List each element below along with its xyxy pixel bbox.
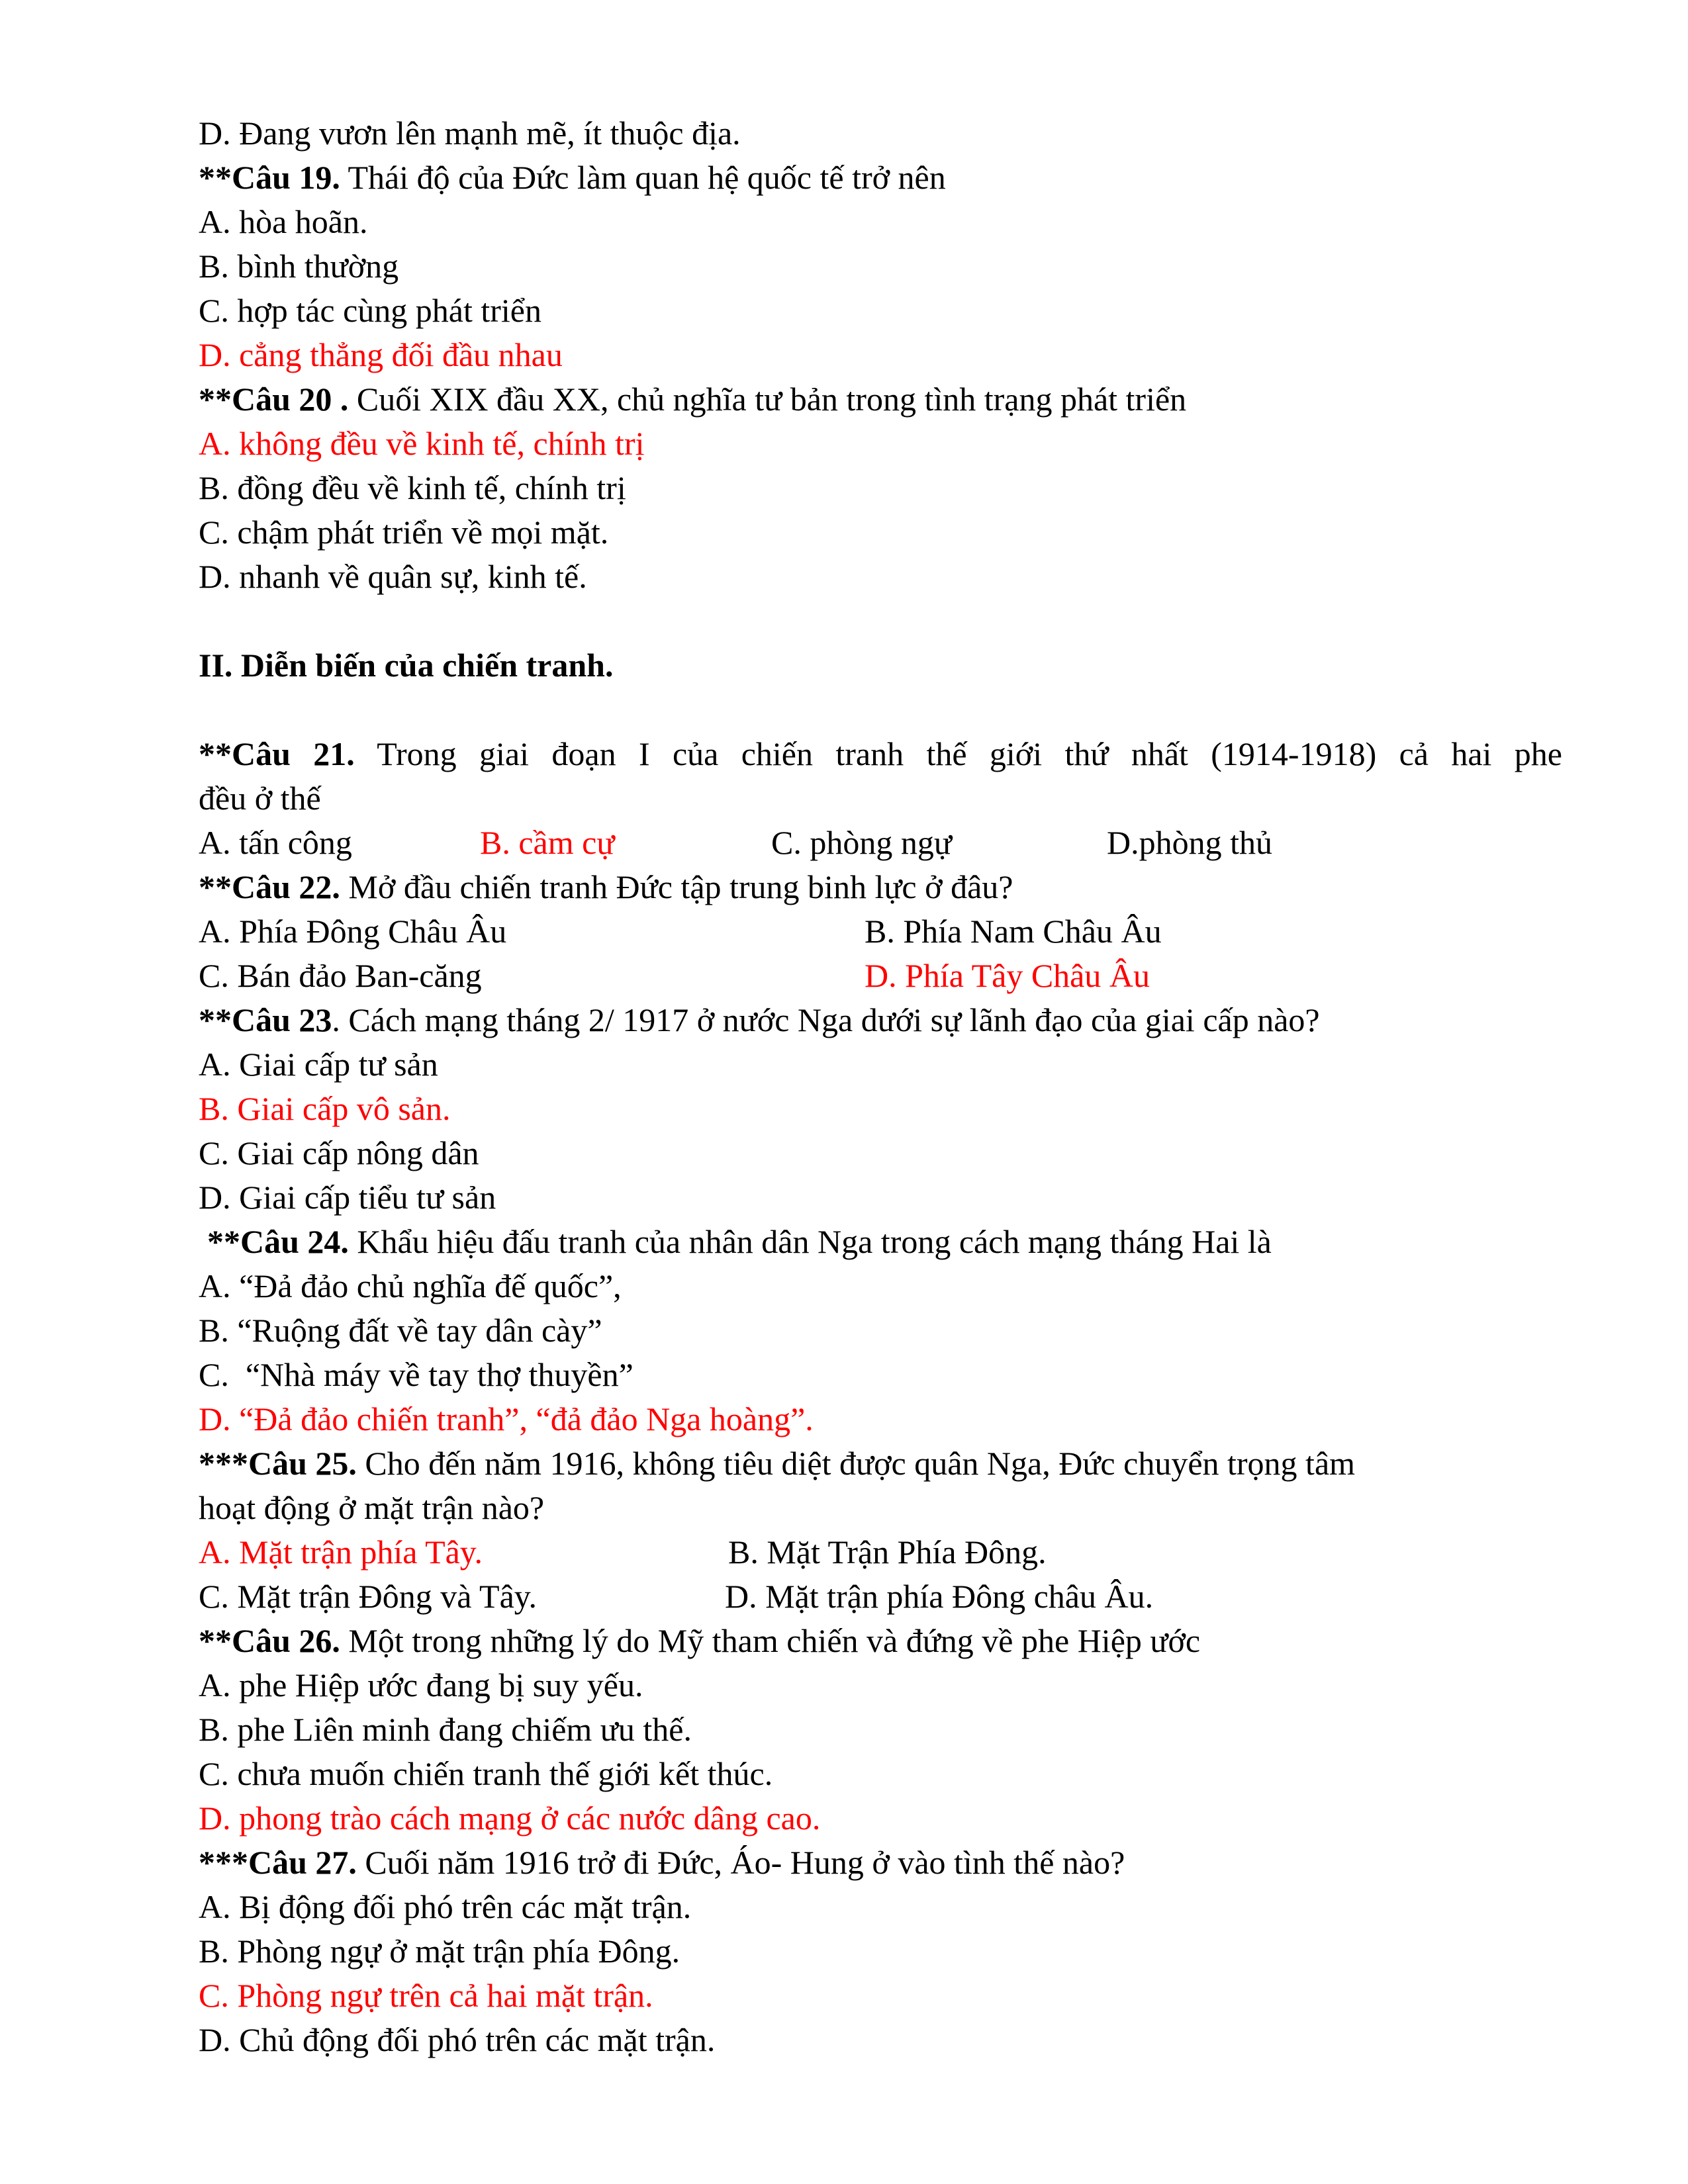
question-number: ***Câu 27. xyxy=(199,1844,357,1881)
question-text: Mở đầu chiến tranh Đức tập trung binh lực ở đâu? xyxy=(340,868,1013,905)
question-text: . Cách mạng tháng 2/ 1917 ở nước Nga dưới sự lãnh đạo của giai cấp nào? xyxy=(332,1001,1320,1038)
question-text-continued: hoạt động ở mặt trận nào? xyxy=(199,1489,545,1526)
option-b: B. Mặt Trận Phía Đông. xyxy=(728,1533,1047,1570)
option-d: D. Đang vươn lên mạnh mẽ, ít thuộc địa. xyxy=(199,114,741,152)
option-a-answer: A. Mặt trận phía Tây. xyxy=(199,1533,483,1570)
option-d-answer: D. cẳng thẳng đối đầu nhau xyxy=(199,336,563,373)
option-a: A. hòa hoãn. xyxy=(199,203,368,240)
question-number: **Câu 22. xyxy=(199,868,340,905)
options-row xyxy=(199,954,1562,998)
question-19 xyxy=(199,156,1562,200)
option-a: A. phe Hiệp ước đang bị suy yếu. xyxy=(199,1666,643,1704)
option-c: C. phòng ngự xyxy=(771,824,952,861)
question-26 xyxy=(199,1619,1562,1663)
question-text: Cuối XIX đầu XX, chủ nghĩa tư bản trong tình trạng phát triển xyxy=(348,381,1187,418)
section-heading: II. Diễn biến của chiến tranh. xyxy=(199,647,614,684)
options-row xyxy=(199,821,1562,865)
option-d-answer: D. Phía Tây Châu Âu xyxy=(865,957,1150,994)
question-25 xyxy=(199,1441,1562,1486)
option-a: A. Giai cấp tư sản xyxy=(199,1046,438,1083)
question-text: Cho đến năm 1916, không tiêu diệt được quân Nga, Đức chuyển trọng tâm xyxy=(356,1445,1356,1482)
option-d: D. nhanh về quân sự, kinh tế. xyxy=(199,558,587,595)
option-c: C. chậm phát triển về mọi mặt. xyxy=(199,514,609,551)
question-number: **Câu 26. xyxy=(199,1622,340,1659)
question-22 xyxy=(199,865,1562,909)
option-d-answer: D. “Đả đảo chiến tranh”, “đả đảo Nga hoàng”. xyxy=(199,1400,814,1437)
option-c-answer: C. Phòng ngự trên cả hai mặt trận. xyxy=(199,1977,653,2014)
option-a-answer: A. không đều về kinh tế, chính trị xyxy=(199,425,645,462)
options-row xyxy=(199,1530,1562,1574)
option-b: B. phe Liên minh đang chiếm ưu thế. xyxy=(199,1711,692,1748)
question-text: Thái độ của Đức làm quan hệ quốc tế trở nên xyxy=(340,159,946,196)
option-c: C. Giai cấp nông dân xyxy=(199,1134,479,1171)
option-a: A. Bị động đối phó trên các mặt trận. xyxy=(199,1888,692,1925)
options-row xyxy=(199,909,1562,954)
option-c: C. “Nhà máy về tay thợ thuyền” xyxy=(199,1356,633,1393)
option-a: A. Phía Đông Châu Âu xyxy=(199,913,507,950)
spacer xyxy=(199,688,1562,732)
question-text: Cuối năm 1916 trở đi Đức, Áo- Hung ở vào tình thế nào? xyxy=(356,1844,1125,1881)
question-23 xyxy=(199,998,1562,1042)
option-a: A. “Đả đảo chủ nghĩa đế quốc”, xyxy=(199,1267,622,1304)
question-text: Một trong những lý do Mỹ tham chiến và đứng về phe Hiệp ước xyxy=(340,1622,1201,1659)
question-21 xyxy=(199,732,1562,776)
document-page xyxy=(199,111,1562,2062)
option-c: C. Mặt trận Đông và Tây. xyxy=(199,1578,538,1615)
question-text: Khẩu hiệu đấu tranh của nhân dân Nga trong cách mạng tháng Hai là xyxy=(348,1223,1272,1260)
option-c: C. Bán đảo Ban-căng xyxy=(199,957,482,994)
option-c: C. hợp tác cùng phát triển xyxy=(199,292,541,329)
question-24 xyxy=(199,1220,1562,1264)
question-text: Trong giai đoạn I của chiến tranh thế giới thứ nhất (1914-1918) cả hai phe xyxy=(354,735,1562,772)
question-text-continued: đều ở thế xyxy=(199,780,321,817)
option-b: B. “Ruộng đất về tay dân cày” xyxy=(199,1312,602,1349)
question-number: **Câu 21. xyxy=(199,735,355,772)
spacer xyxy=(199,599,1562,643)
option-b: B. Phòng ngự ở mặt trận phía Đông. xyxy=(199,1933,680,1970)
option-b-answer: B. Giai cấp vô sản. xyxy=(199,1090,451,1127)
question-number: **Câu 24. xyxy=(207,1223,349,1260)
option-b: B. bình thường xyxy=(199,248,399,285)
question-27 xyxy=(199,1841,1562,1885)
option-d: D.phòng thủ xyxy=(1107,824,1272,861)
option-d-answer: D. phong trào cách mạng ở các nước dâng cao. xyxy=(199,1799,821,1837)
question-number: ***Câu 25. xyxy=(199,1445,357,1482)
question-number: **Câu 23 xyxy=(199,1001,332,1038)
option-d: D. Chủ động đối phó trên các mặt trận. xyxy=(199,2021,716,2058)
option-d: D. Mặt trận phía Đông châu Âu. xyxy=(725,1578,1154,1615)
option-a: A. tấn công xyxy=(199,824,352,861)
question-20 xyxy=(199,377,1562,422)
question-number: **Câu 20 . xyxy=(199,381,349,418)
option-b: B. Phía Nam Châu Âu xyxy=(865,913,1162,950)
options-row xyxy=(199,1574,1562,1619)
option-b: B. đồng đều về kinh tế, chính trị xyxy=(199,469,626,506)
option-c: C. chưa muốn chiến tranh thế giới kết thúc. xyxy=(199,1755,773,1792)
question-number: **Câu 19. xyxy=(199,159,340,196)
option-d: D. Giai cấp tiểu tư sản xyxy=(199,1179,496,1216)
option-b-answer: B. cầm cự xyxy=(480,824,615,861)
